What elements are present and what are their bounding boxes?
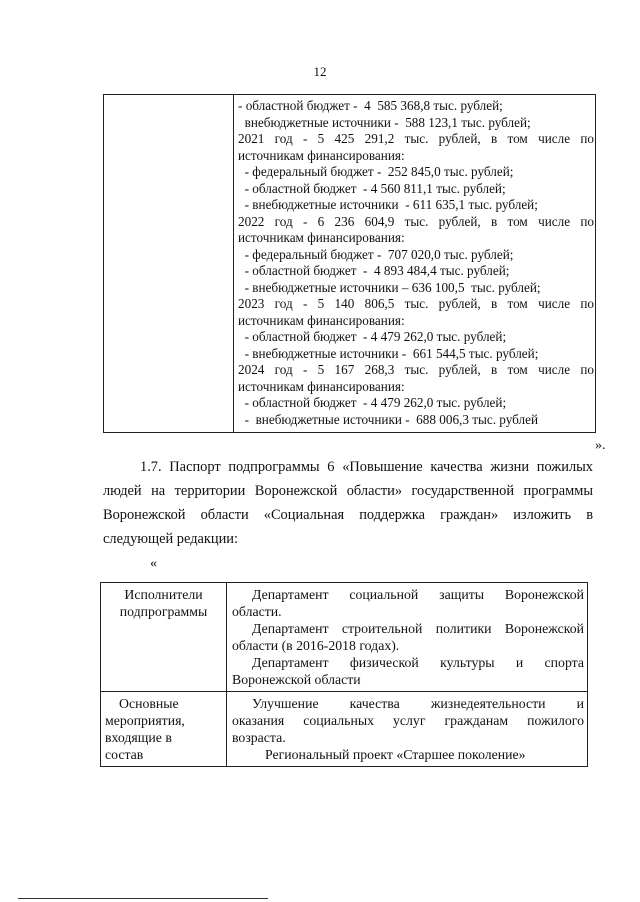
paragraph-line: 1.7. Паспорт подпрограммы 6 «Повышение качества жизни пожилых <box>140 459 593 475</box>
table-row <box>101 691 587 766</box>
funding-line: источникам финансирования: <box>238 147 405 163</box>
content-line: Департамент строительной политики Воронежской <box>252 621 584 636</box>
paragraph-line: Воронежской области «Социальная поддержка граждан» изложить в <box>103 507 593 523</box>
content-line: области (в 2016-2018 годах). <box>232 638 400 653</box>
amendment-paragraph <box>103 455 593 551</box>
funding-details-cell <box>238 98 594 428</box>
content-line: возраста. <box>232 730 286 745</box>
paragraph-line: следующей редакции: <box>103 531 238 547</box>
subprogram-passport-table <box>100 582 588 767</box>
funding-line: - областной бюджет - 4 560 811,1 тыс. рублей; <box>238 180 506 196</box>
funding-line: - внебюджетные источники - 611 635,1 тыс. рублей; <box>238 197 538 212</box>
paragraph-line: людей на территории Воронежской области» государственной программы <box>103 483 593 499</box>
funding-line: источникам финансирования: <box>238 378 405 394</box>
funding-line: - внебюджетные источники - 661 544,5 тыс. рублей; <box>238 345 539 361</box>
content-line: Воронежской области <box>232 672 361 687</box>
funding-line: источникам финансирования: <box>238 312 405 328</box>
content-line: Региональный проект «Старшее поколение» <box>265 747 526 762</box>
footer-rule <box>18 898 268 899</box>
funding-table <box>103 94 596 433</box>
content-line: Департамент физической культуры и спорта <box>252 655 584 670</box>
label-line: Основные <box>119 696 179 711</box>
row-label <box>101 583 227 691</box>
row-label <box>101 692 227 766</box>
funding-line: - областной бюджет - 4 479 262,0 тыс. рублей; <box>238 329 507 344</box>
closing-quote: ». <box>595 438 606 453</box>
label-line: мероприятия, <box>105 713 185 728</box>
content-line: Улучшение качества жизнедеятельности и <box>252 696 584 711</box>
row-content <box>227 583 587 691</box>
label-line: входящие в <box>105 730 172 745</box>
funding-line: - внебюджетные источники – 636 100,5 тыс. рублей; <box>238 279 541 295</box>
funding-line: - федеральный бюджет - 252 845,0 тыс. рублей; <box>238 164 514 179</box>
label-line: подпрограммы <box>119 604 208 619</box>
table-column-divider <box>233 95 234 432</box>
funding-line: - областной бюджет - 4 893 484,4 тыс. рублей; <box>238 263 510 278</box>
label-line: Исполнители <box>124 587 203 602</box>
funding-line: 2024 год - 5 167 268,3 тыс. рублей, в том числе по <box>238 362 594 377</box>
content-line: оказания социальных услуг гражданам пожилого <box>232 713 584 728</box>
table-row <box>101 583 587 691</box>
funding-line: источникам финансирования: <box>238 230 405 245</box>
label-line: состав <box>105 747 144 762</box>
funding-line: - областной бюджет - 4 479 262,0 тыс. рублей; <box>238 395 507 410</box>
funding-line: 2023 год - 5 140 806,5 тыс. рублей, в том числе по <box>238 296 594 311</box>
opening-quote: « <box>150 556 157 571</box>
funding-line: - внебюджетные источники - 688 006,3 тыс. рублей <box>238 411 539 427</box>
funding-line: внебюджетные источники - 588 123,1 тыс. рублей; <box>238 114 531 130</box>
funding-line: 2022 год - 6 236 604,9 тыс. рублей, в том числе по <box>238 213 594 229</box>
funding-line: - федеральный бюджет - 707 020,0 тыс. рублей; <box>238 246 514 262</box>
content-line: области. <box>232 604 282 619</box>
content-line: Департамент социальной защиты Воронежской <box>252 587 584 602</box>
funding-line: - областной бюджет - 4 585 368,8 тыс. рублей; <box>238 98 503 113</box>
funding-line: 2021 год - 5 425 291,2 тыс. рублей, в том числе по <box>238 131 594 146</box>
row-content <box>227 692 587 766</box>
page-number: 12 <box>313 64 327 79</box>
